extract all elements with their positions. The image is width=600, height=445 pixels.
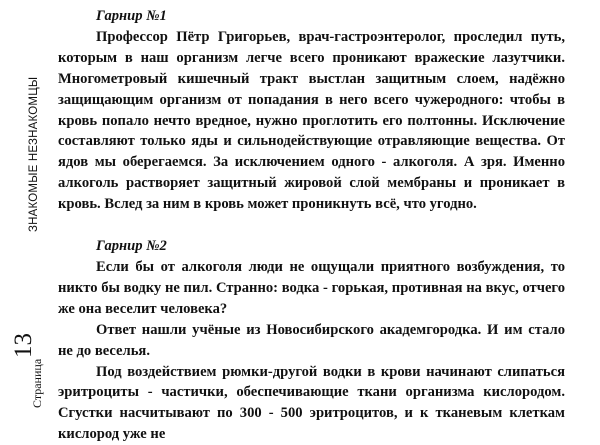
page-number: 13: [11, 333, 36, 358]
section-divider: [58, 215, 565, 236]
running-section-title: [0, 92, 50, 232]
paragraph-1: Профессор Пётр Григорьев, врач-гастроэнтеролог, проследил путь, которым в наш организм легче всего проникают вражеские лазутчики. Многометровый кишечный тракт выстлан защитным слоем, надёжно защищающим организм от попадания в него всего чужеродного: чтобы в кровь попало нечто вредное, нужно проглотить его полтонны. Исключение составляют только яды и сильнодействующие отравляющие вещества. От ядов мы оберегаемся. За исключением одного - алкоголя. А зря. Именно алкоголь растворяет защитный жировой слой мембраны и проникает в кровь. Вслед за ним в кровь может проникнуть всё, что угодно.: [58, 27, 565, 215]
paragraph-4: Под воздействием рюмки-другой водки в крови начинают слипаться эритроциты - частички, обеспечивающие ткани организма кислородом. Сгустки насчитывают по 300 - 500 эритроцитов, и к тканевым клеткам кислород уже не: [58, 362, 565, 445]
paragraph-2: Если бы от алкоголя люди не ощущали приятного возбуждения, то никто бы водку не пил. Странно: водка - горькая, противная на вкус, отчего же она веселит человека?: [58, 257, 565, 320]
page-label: Страница: [30, 359, 45, 408]
article-body: [58, 6, 565, 445]
section-heading-2: Гарнир №2: [58, 236, 565, 257]
paragraph-3: Ответ нашли учёные из Новосибирского академгородка. И им стало не до веселья.: [58, 320, 565, 362]
section-heading-1: Гарнир №1: [58, 6, 565, 27]
page-number-block: [0, 318, 50, 410]
section-title-text: ЗНАКОМЫЕ НЕЗНАКОМЦЫ: [28, 77, 40, 232]
